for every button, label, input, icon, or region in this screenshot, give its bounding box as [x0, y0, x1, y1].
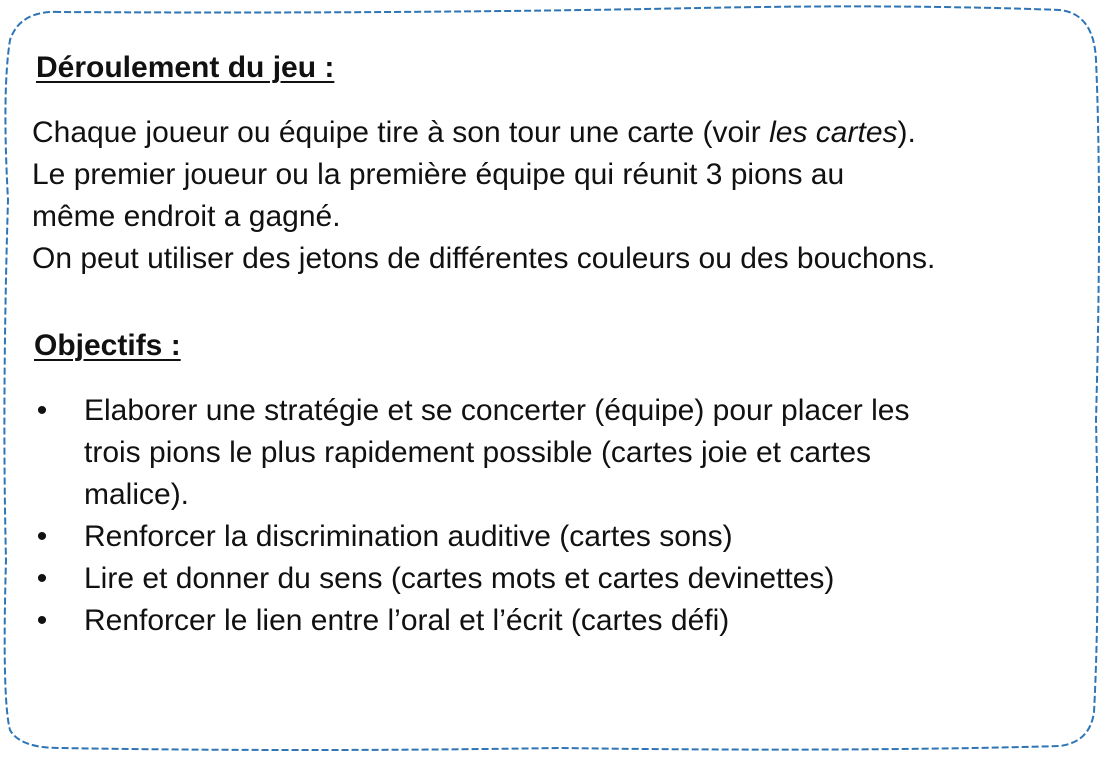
- bullet-icon: •: [36, 604, 48, 637]
- list-item-line: Renforcer le lien entre l’oral et l’écrit (cartes défi): [84, 604, 730, 637]
- deroulement-paragraph: [32, 112, 1082, 280]
- list-item: [32, 600, 1082, 642]
- list-item-line: trois pions le plus rapidement possible (cartes joie et cartes: [84, 436, 872, 469]
- line1-end: ).: [897, 116, 916, 149]
- list-item: [32, 390, 1082, 516]
- list-item-line: Lire et donner du sens (cartes mots et cartes devinettes): [84, 562, 835, 595]
- paragraph-line-3: même endroit a gagné.: [32, 200, 341, 233]
- objectives-list: [32, 390, 1082, 642]
- paragraph-line-1: [32, 112, 1082, 154]
- heading-objectifs: Objectifs :: [34, 329, 181, 362]
- list-item-line: Elaborer une stratégie et se concerter (équipe) pour placer les: [84, 394, 910, 427]
- paragraph-line-2: Le premier joueur ou la première équipe qui réunit 3 pions au: [32, 158, 845, 191]
- line1-text: Chaque joueur ou équipe tire à son tour une carte (voir: [32, 116, 770, 149]
- bullet-icon: •: [36, 394, 48, 427]
- list-item: [32, 516, 1082, 558]
- list-item: [32, 558, 1082, 600]
- les-cartes-italic: les cartes: [769, 116, 898, 149]
- list-item-line: malice).: [84, 478, 190, 511]
- list-item-line: Renforcer la discrimination auditive (cartes sons): [84, 520, 733, 553]
- heading-deroulement: Déroulement du jeu :: [36, 51, 335, 84]
- bullet-icon: •: [36, 520, 48, 553]
- paragraph-line-4: On peut utiliser des jetons de différentes couleurs ou des bouchons.: [32, 242, 936, 275]
- bullet-icon: •: [36, 562, 48, 595]
- document-body: [32, 50, 1082, 642]
